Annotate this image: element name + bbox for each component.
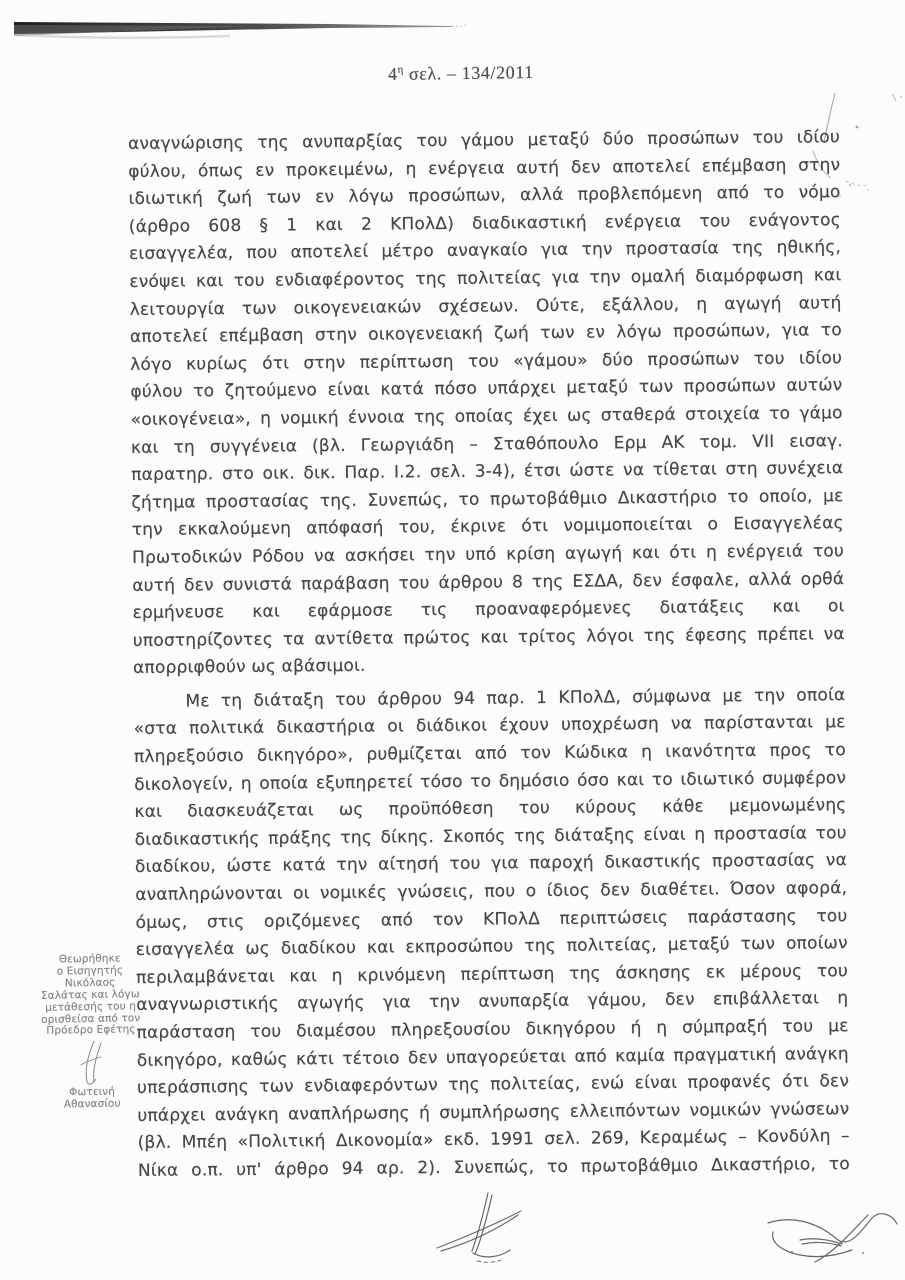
text-line: αυτή δεν συνιστά παράβαση του άρθρου 8 της ΕΣΔΑ, δεν έσφαλε, αλλά ορθά — [132, 568, 845, 596]
text-line: αναγνώρισης της ανυπαρξίας του γάμου μεταξύ δύο προσώπων του ιδίου — [127, 127, 841, 155]
text-line: φύλου το ζητούμενο είναι κατά πόσο υπάρχει μεταξύ των προσώπων αυτών — [130, 375, 843, 403]
text-line: «στα πολιτικά δικαστήρια οι διάδικοι έχουν υποχρέωση να παρίστανται με — [133, 712, 846, 740]
text-line: Νίκα ο.π. υπ' άρθρο 94 αρ. 2). Συνεπώς, το πρωτοβάθμιο Δικαστήριο, το — [137, 1154, 850, 1181]
text-line: υπεράσπισης των ενδιαφερόντων της πολιτείας, ενώ είναι προφανές ότι δεν — [137, 1071, 850, 1099]
text-line: όμως, στις οριζόμενες από τον ΚΠολΔ περιπτώσεις παράστασης του — [135, 905, 848, 933]
text-line: υπάρχει ανάγκη αναπλήρωσης ή συμπλήρωσης ελλειπόντων νομικών γνώσεων — [137, 1098, 850, 1126]
stamp-signer-name — [29, 1086, 155, 1112]
text-line: φύλου, όπως εν προκειμένω, η ενέργεια αυτή δεν αποτελεί επέμβαση στην — [128, 154, 841, 182]
text-line: και διασκευάζεται ως προϋπόθεση του κύρους κάθε μεμονωμένης — [134, 795, 847, 823]
scanner-smudge-icon — [0, 14, 470, 64]
margin-stamp — [27, 953, 156, 1112]
text-line: διαδίκου, ώστε κατά την αίτησή του για παροχή δικαστικής προστασίας να — [134, 850, 848, 878]
header-label: σελ. – 134/2011 — [408, 61, 534, 84]
signature-center-icon — [425, 1185, 540, 1273]
text-line: ερμήνευσε και εφάρμοσε τις προαναφερόμενες διατάξεις και οι — [132, 596, 845, 624]
text-line: δικηγόρο, καθώς κάτι τέτοιο δεν υπαγορεύεται από καμία πραγματική ανάγκη — [136, 1043, 849, 1071]
text-line: (βλ. Μπέη «Πολιτική Δικονομία» εκδ. 1991 σελ. 269, Κεραμέως – Κονδύλη – — [137, 1126, 850, 1154]
page-number: 4 — [387, 63, 398, 85]
text-line: και τη συγγένεια (βλ. Γεωργιάδη – Σταθόπουλο Ερμ ΑΚ τομ. VII εισαγ. — [130, 430, 844, 458]
text-line: εισαγγελέα ως διαδίκου και εκπροσώπου της πολιτείας, μεταξύ των οποίων — [135, 933, 848, 961]
stamp-line: Θεωρήθηκε — [58, 952, 121, 966]
text-line: εισαγγελέα, που αποτελεί μέτρο αναγκαίο για την προστασία της ηθικής, — [129, 237, 842, 265]
text-line: λειτουργία των οικογενειακών σχέσεων. Ούτε, εξάλλου, η αγωγή αυτή — [129, 292, 842, 320]
text-line: Πρωτοδικών Ρόδου να ασκήσει την υπό κρίση αγωγή και ότι η ενέργειά του — [131, 541, 845, 568]
text-line: υποστηρίζοντες τα αντίθετα πρώτος και τρίτος λόγοι της έφεσης πρέπει να — [132, 623, 845, 651]
stamp-line: Νικόλαος — [64, 976, 116, 990]
text-line: την εκκαλούμενη απόφασή του, έκρινε ότι νομιμοποιείται ο Εισαγγελέας — [131, 513, 844, 541]
page-header — [388, 62, 534, 85]
stamp-line: ορισθείσα από τον — [41, 1011, 141, 1026]
text-line: παρατηρ. στο οικ. δικ. Παρ. Ι.2. σελ. 3-4), έτσι ώστε να τίθεται στη συνέχεια — [131, 458, 844, 486]
text-line: λόγο κυρίως ότι στην περίπτωση του «γάμου» δύο προσώπων του ιδίου — [130, 347, 843, 375]
document-text — [128, 124, 850, 1185]
text-line: απορριφθούν ως αβάσιμοι. — [133, 656, 366, 679]
initials-scribble-icon — [64, 1038, 119, 1087]
text-line: ιδιωτική ζωή των εν λόγω προσώπων, αλλά προβλεπόμενη από το νόμο — [128, 182, 841, 210]
stamp-line: ο Εισηγητής — [56, 964, 124, 978]
paragraph — [133, 682, 850, 1185]
text-line: αποτελεί επέμβαση στην οικογενειακή ζωή των εν λόγω προσώπων, για το — [129, 320, 842, 348]
text-line: πληρεξούσιο δικηγόρο», ρυθμίζεται από τον Κώδικα η ικανότητα προς το — [133, 740, 847, 768]
text-line: δικολογείν, η οποία εξυπηρετεί τόσο το δημόσιο όσο και το ιδιωτικό συμφέρον — [134, 767, 847, 795]
stamp-line: Πρόεδρο Εφέτης — [46, 1023, 136, 1038]
stamp-line: Φωτεινή — [69, 1085, 116, 1099]
text-line: «οικογένεια», η νομική έννοια της οποίας έχει ως σταθερά στοιχεία το γάμο — [130, 403, 843, 430]
text-line: αναπληρώνονται οι νομικές γνώσεις, που ο ίδιος δεν διαθέτει. Όσον αφορά, — [135, 878, 848, 906]
text-line: αναγνωριστικής αγωγής για την ανυπαρξία γάμου, δεν επιβάλλεται η — [136, 988, 849, 1016]
text-line: περιλαμβάνεται και η κρινόμενη περίπτωση της άσκησης εκ μέρους του — [135, 960, 849, 988]
stamp-line: Αθανασίου — [63, 1097, 121, 1111]
text-line: (άρθρο 608 § 1 και 2 ΚΠολΔ) διαδικαστική ενέργεια του ενάγοντος — [128, 209, 841, 237]
text-line: διαδικαστικής πράξης της δίκης. Σκοπός της διάταξης είναι η προστασία του — [134, 823, 847, 850]
signature-right-icon — [755, 1200, 905, 1275]
stamp-line: Σαλάτας και λόγω — [40, 987, 140, 1002]
stamp-line: μετάθεσής του η — [45, 999, 137, 1014]
ordinal-suffix: η — [397, 63, 404, 76]
text-line: ενόψει και του ενδιαφέροντος της πολιτείας για την ομαλή διαμόρφωση και — [129, 265, 842, 292]
paragraph — [128, 124, 845, 683]
text-line: Με τη διάταξη του άρθρου 94 παρ. 1 ΚΠολΔ, σύμφωνα με την οποία — [185, 685, 846, 712]
stamp-text — [27, 953, 154, 1039]
text-line: παράσταση του διαμέσου πληρεξουσίου δικηγόρου ή η σύμπραξή του με — [136, 1016, 849, 1043]
text-line: ζήτημα προστασίας της. Συνεπώς, το πρωτοβάθμιο Δικαστήριο το οποίο, με — [131, 485, 844, 513]
